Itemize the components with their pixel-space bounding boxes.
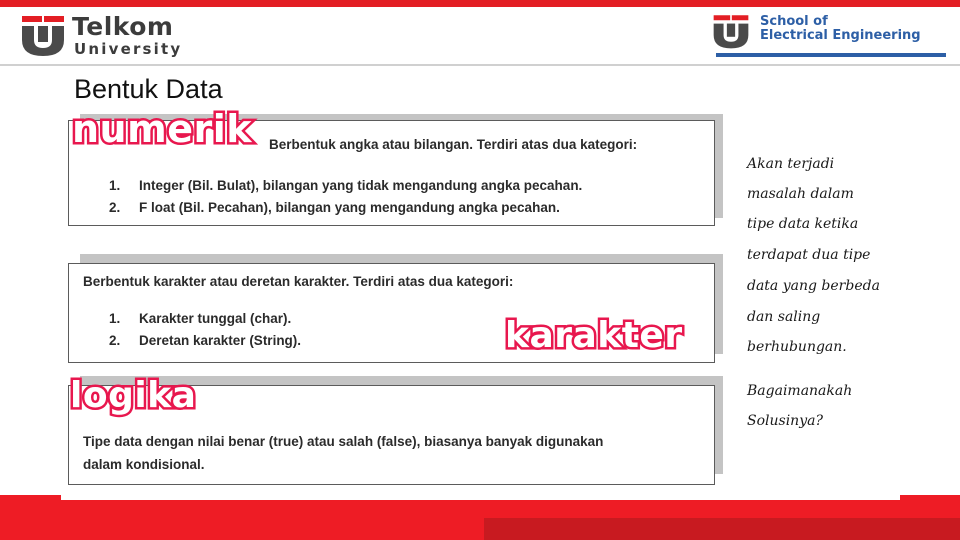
handwritten-note-line: terdapat dua tipe <box>747 247 871 263</box>
slide-content-image <box>61 104 900 500</box>
numerik-item-number: 2. <box>109 200 121 215</box>
karakter-item-text: Karakter tunggal (char). <box>139 311 292 326</box>
top-accent-bar <box>0 0 960 7</box>
handwritten-note-line: Solusinya? <box>747 413 823 429</box>
header-divider <box>0 64 960 66</box>
logika-description-line2: dalam kondisional. <box>83 457 205 472</box>
handwritten-note-line: dan saling <box>747 309 821 325</box>
karakter-description: Berbentuk karakter atau deretan karakter. Terdiri atas dua kategori: <box>83 274 514 289</box>
handwritten-note-line: Bagaimanakah <box>747 383 853 399</box>
numerik-item-text: Integer (Bil. Bulat), bilangan yang tidak mengandung angka pecahan. <box>139 178 583 193</box>
karakter-heading: karakter <box>505 315 683 356</box>
school-of-electrical-engineering-logo <box>712 12 952 56</box>
karakter-item-number: 1. <box>109 311 121 326</box>
handwritten-note-line: berhubungan. <box>747 339 847 355</box>
logika-heading: logika <box>70 375 197 416</box>
karakter-item-text: Deretan karakter (String). <box>139 333 302 348</box>
handwritten-note-line: data yang berbeda <box>747 278 880 294</box>
numerik-description: Berbentuk angka atau bilangan. Terdiri atas dua kategori: <box>269 137 638 152</box>
telkom-logo-mark-icon <box>712 12 750 50</box>
logo-underline <box>716 53 946 57</box>
telkom-university-logo <box>20 12 210 60</box>
handwritten-note-line: masalah dalam <box>747 186 854 202</box>
logo-telkom-text: Telkom <box>72 12 174 41</box>
footer-band-dark <box>484 518 960 540</box>
page-title: Bentuk Data <box>74 74 223 104</box>
numerik-item-number: 1. <box>109 178 121 193</box>
logika-description-line1: Tipe data dengan nilai benar (true) atau salah (false), biasanya banyak digunakan <box>83 434 604 449</box>
telkom-logo-mark-icon <box>20 12 66 58</box>
handwritten-note-line: tipe data ketika <box>747 216 859 232</box>
handwritten-note-line: Akan terjadi <box>747 156 835 172</box>
logo-electrical-engineering-text: Electrical Engineering <box>760 28 921 43</box>
logo-school-of-text: School of <box>760 14 828 29</box>
numerik-item-text: F loat (Bil. Pecahan), bilangan yang mengandung angka pecahan. <box>139 200 560 215</box>
numerik-heading: numerik <box>72 107 253 151</box>
karakter-item-number: 2. <box>109 333 121 348</box>
logo-university-text: University <box>74 40 183 58</box>
